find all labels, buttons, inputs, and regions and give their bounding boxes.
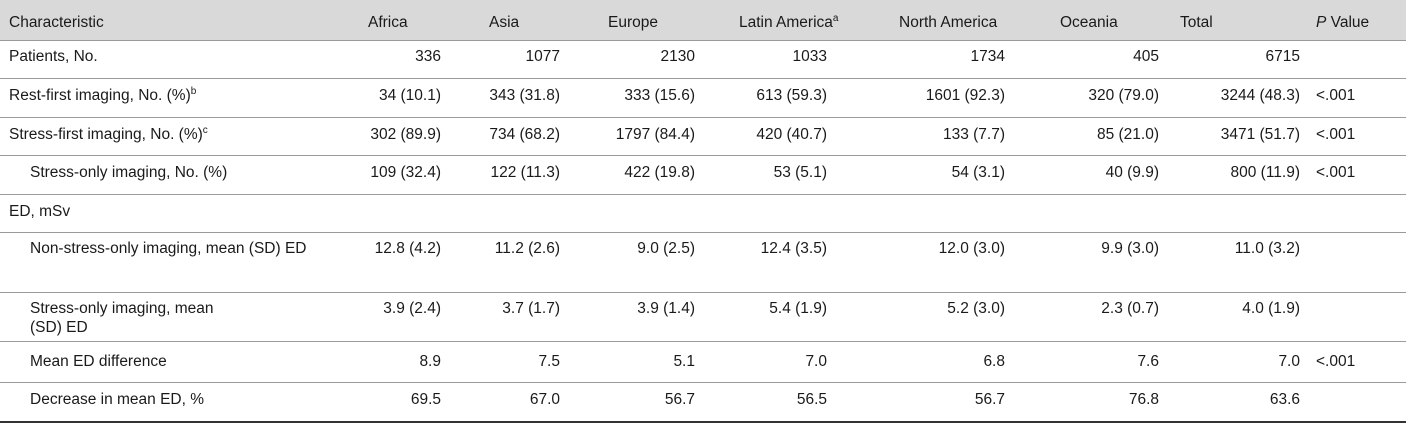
cell-asia: 1077 (525, 48, 560, 65)
cell-oceania: 76.8 (1128, 391, 1159, 408)
cell-africa: 8.9 (419, 353, 441, 370)
cell-europe: 56.7 (664, 391, 695, 408)
cell-p-value: <.001 (1316, 126, 1356, 143)
cell-north-america: 12.0 (3.0) (938, 240, 1005, 257)
cell-oceania: 85 (21.0) (1096, 126, 1159, 143)
cell-europe: 2130 (660, 48, 695, 65)
cell-total: 3471 (51.7) (1220, 126, 1300, 143)
cell-latin-america: 12.4 (3.5) (760, 240, 827, 257)
row-separator (0, 292, 1406, 293)
cell-oceania: 7.6 (1137, 353, 1159, 370)
cell-oceania: 2.3 (0.7) (1101, 300, 1159, 317)
header-latin-america: Latin America$^a$ (739, 13, 839, 31)
row-label: Mean ED difference (30, 353, 167, 370)
cell-europe: 3.9 (1.4) (637, 300, 695, 317)
cell-europe: 1797 (84.4) (615, 126, 695, 143)
cell-oceania: 405 (1133, 48, 1159, 65)
cell-total: 11.0 (3.2) (1234, 240, 1300, 257)
cell-africa: 109 (32.4) (370, 164, 441, 181)
cell-asia: 67.0 (529, 391, 560, 408)
cell-latin-america: 7.0 (805, 353, 827, 370)
cell-asia: 343 (31.8) (489, 87, 560, 104)
footnote-marker: c (202, 125, 208, 136)
row-label: Stress-only imaging, No. (%) (30, 164, 228, 181)
cell-africa: 3.9 (2.4) (383, 300, 441, 317)
cell-total: 3244 (48.3) (1220, 87, 1300, 104)
cell-north-america: 54 (3.1) (951, 164, 1005, 181)
cell-asia: 3.7 (1.7) (502, 300, 560, 317)
cell-p-value: <.001 (1316, 87, 1356, 104)
cell-total: 4.0 (1.9) (1242, 300, 1300, 317)
row-label: Non-stress-only imaging, mean (SD) ED (30, 240, 307, 257)
cell-north-america: 56.7 (974, 391, 1005, 408)
cell-europe: 5.1 (673, 353, 695, 370)
cell-north-america: 6.8 (983, 353, 1005, 370)
cell-latin-america: 5.4 (1.9) (769, 300, 827, 317)
cell-north-america: 1734 (970, 48, 1005, 65)
row-label: ED, mSv (9, 203, 71, 220)
cell-oceania: 320 (79.0) (1088, 87, 1159, 104)
cell-asia: 11.2 (2.6) (494, 240, 560, 257)
header-characteristic: Characteristic (9, 14, 104, 31)
cell-latin-america: 420 (40.7) (756, 126, 827, 143)
cell-africa: 302 (89.9) (370, 126, 441, 143)
row-separator (0, 40, 1406, 41)
cell-total: 7.0 (1278, 353, 1300, 370)
row-separator (0, 232, 1406, 233)
cell-p-value: <.001 (1316, 164, 1356, 181)
cell-europe: 9.0 (2.5) (637, 240, 695, 257)
header-north-america: North America (899, 14, 998, 31)
footnote-marker: b (190, 86, 197, 97)
cell-oceania: 9.9 (3.0) (1101, 240, 1159, 257)
cell-latin-america: 613 (59.3) (756, 87, 827, 104)
cell-africa: 12.8 (4.2) (374, 240, 441, 257)
cell-north-america: 5.2 (3.0) (947, 300, 1005, 317)
cell-asia: 734 (68.2) (489, 126, 560, 143)
cell-latin-america: 53 (5.1) (773, 164, 827, 181)
row-separator (0, 341, 1406, 342)
header-p-value: P Value (1316, 14, 1370, 31)
row-separator (0, 78, 1406, 79)
header-asia: Asia (489, 14, 520, 31)
row-separator (0, 382, 1406, 383)
cell-africa: 69.5 (410, 391, 441, 408)
header-oceania: Oceania (1060, 14, 1118, 31)
cell-asia: 7.5 (538, 353, 560, 370)
cell-europe: 333 (15.6) (624, 87, 695, 104)
row-label: Decrease in mean ED, % (30, 391, 205, 408)
cell-total: 800 (11.9) (1230, 164, 1300, 181)
cell-north-america: 1601 (92.3) (925, 87, 1005, 104)
row-label: Stress-only imaging, mean (SD) ED (30, 300, 214, 336)
cell-africa: 34 (10.1) (378, 87, 441, 104)
cell-latin-america: 56.5 (796, 391, 827, 408)
header-europe: Europe (608, 14, 658, 31)
header-africa: Africa (368, 14, 408, 31)
row-separator (0, 194, 1406, 195)
table-bottom-rule (0, 421, 1406, 423)
row-label: Patients, No. (9, 48, 98, 65)
cell-north-america: 133 (7.7) (942, 126, 1005, 143)
footnote-a-marker: a (832, 13, 839, 24)
cell-total: 63.6 (1269, 391, 1300, 408)
row-separator (0, 117, 1406, 118)
header-total: Total (1180, 14, 1213, 31)
row-separator (0, 155, 1406, 156)
cell-asia: 122 (11.3) (490, 164, 560, 181)
row-label: Rest-first imaging, No. (%)$^b$ (9, 86, 197, 104)
row-label: Stress-first imaging, No. (%)$^c$ (9, 125, 208, 143)
cell-p-value: <.001 (1316, 353, 1356, 370)
cell-oceania: 40 (9.9) (1105, 164, 1159, 181)
cell-total: 6715 (1265, 48, 1300, 65)
cell-europe: 422 (19.8) (624, 164, 695, 181)
cell-latin-america: 1033 (792, 48, 827, 65)
cell-africa: 336 (415, 48, 441, 65)
